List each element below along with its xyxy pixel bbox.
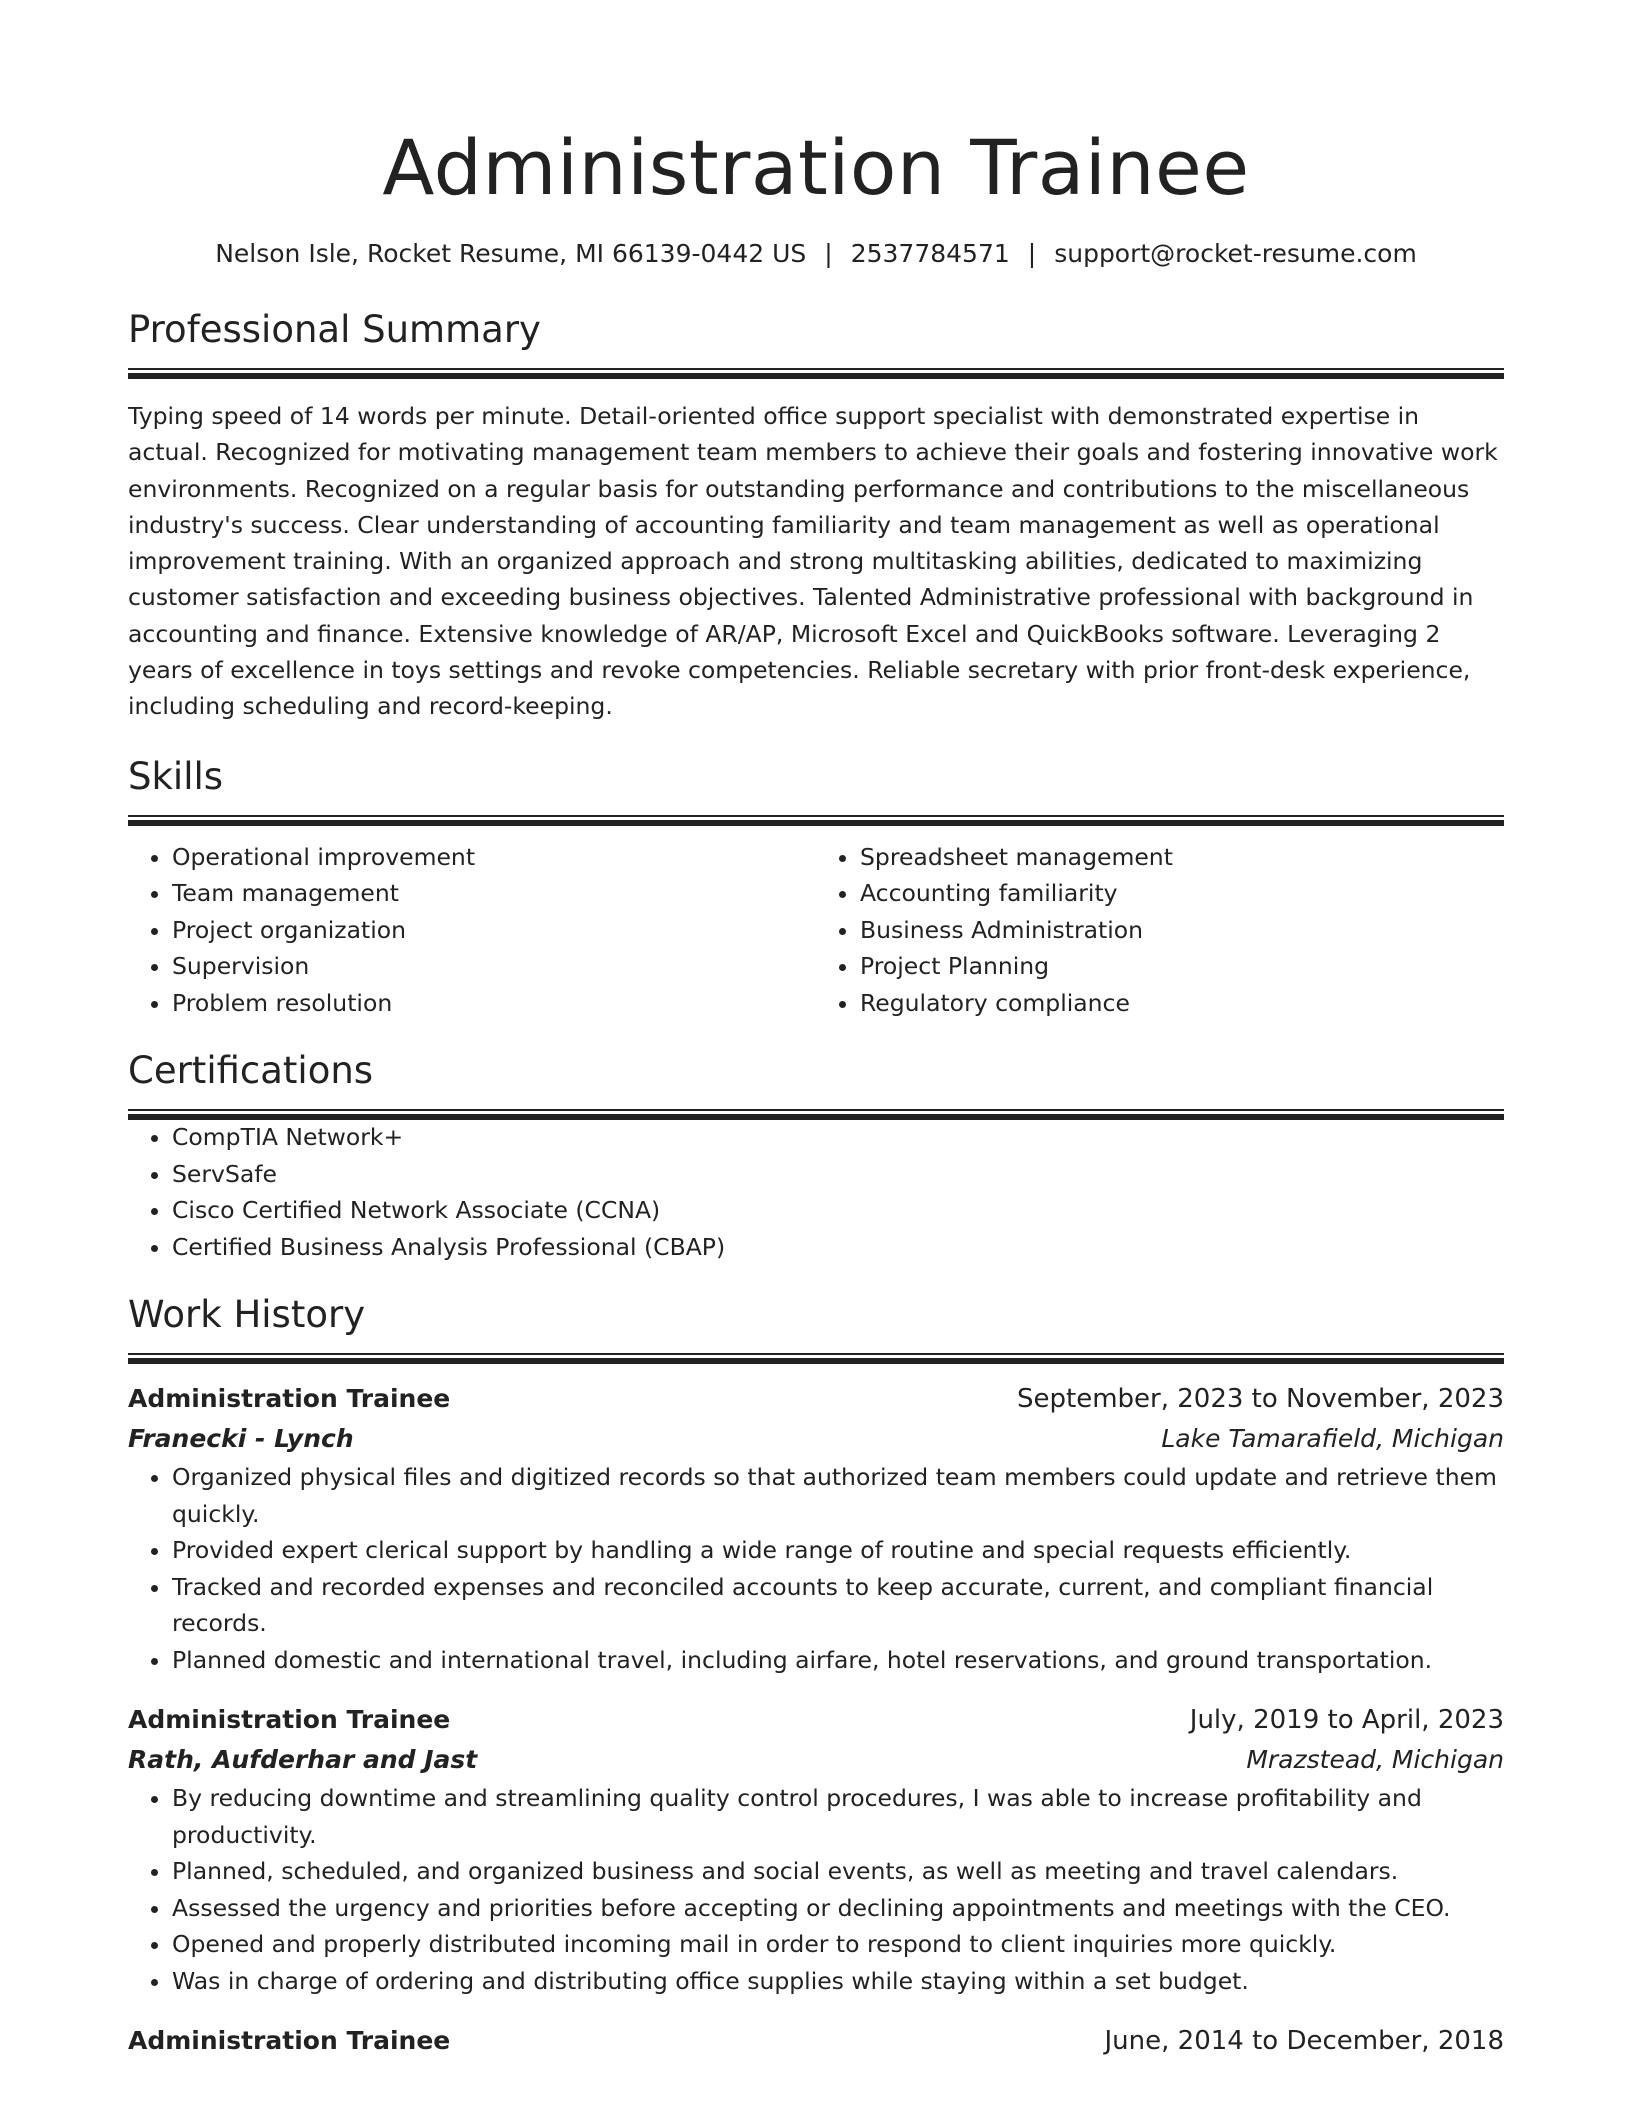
skill-item: • Supervision [172, 948, 816, 985]
job-company: Franecki - Lynch [128, 1424, 354, 1454]
job-location: Lake Tamarafield, Michigan [1161, 1424, 1504, 1454]
skills-list-right [816, 839, 1504, 1022]
job-duty-item: • Planned, scheduled, and organized business and social events, as well as meeting and travel calendars. [172, 1853, 1504, 1890]
resume-page [128, 0, 1504, 2061]
summary-section [128, 306, 1504, 725]
skill-item: • Spreadsheet management [860, 839, 1504, 876]
email-link[interactable]: support@rocket-resume.com [1054, 239, 1417, 268]
certification-item: • Cisco Certified Network Associate (CCNA) [172, 1192, 1504, 1229]
job-duty-item: • By reducing downtime and streamlining quality control procedures, I was able to increase profitability and productivity. [172, 1780, 1504, 1853]
skill-item: • Accounting familiarity [860, 875, 1504, 912]
certifications-section [128, 1047, 1504, 1265]
job-title: Administration Trainee [128, 2026, 451, 2056]
job-duty-item: • Organized physical files and digitized records so that authorized team members could update and retrieve them quickly. [172, 1459, 1504, 1532]
section-divider [128, 815, 1504, 825]
skill-item: • Operational improvement [172, 839, 816, 876]
job-duty-item: • Tracked and recorded expenses and reconciled accounts to keep accurate, current, and compliant financial records. [172, 1569, 1504, 1642]
job-duties-list [128, 1780, 1504, 1999]
job-location: Mrazstead, Michigan [1246, 1745, 1504, 1775]
resume-title: Administration Trainee [382, 123, 1250, 212]
skills-list-left [128, 839, 816, 1022]
section-heading-skills: Skills [128, 754, 224, 798]
job-duties-list [128, 1459, 1504, 1678]
phone-text: 2537784571 [850, 239, 1010, 268]
contact-separator: | [824, 239, 833, 268]
job-entry [128, 2021, 1504, 2061]
job-dates: June, 2014 to December, 2018 [1104, 2026, 1504, 2057]
certifications-list [128, 1119, 1504, 1265]
section-divider [128, 1109, 1504, 1119]
contact-line [128, 236, 1504, 272]
section-divider [128, 1353, 1504, 1363]
certification-item: • Certified Business Analysis Professional (CBAP) [172, 1229, 1504, 1266]
skill-item: • Project organization [172, 912, 816, 949]
certification-item: • ServSafe [172, 1156, 1504, 1193]
job-entry [128, 1700, 1504, 1999]
job-dates: September, 2023 to November, 2023 [1017, 1384, 1504, 1415]
certification-item: • CompTIA Network+ [172, 1119, 1504, 1156]
job-title: Administration Trainee [128, 1384, 451, 1414]
skills-grid [128, 839, 1504, 1022]
skill-item: • Business Administration [860, 912, 1504, 949]
job-duty-item: • Provided expert clerical support by handling a wide range of routine and special requests efficiently. [172, 1532, 1504, 1569]
section-heading-summary: Professional Summary [128, 308, 541, 351]
job-duty-item: • Was in charge of ordering and distributing office supplies while staying within a set budget. [172, 1963, 1504, 2000]
skill-item: • Team management [172, 875, 816, 912]
contact-separator: | [1027, 239, 1037, 268]
section-heading-work-history: Work History [128, 1293, 366, 1337]
skill-item: • Regulatory compliance [860, 985, 1504, 1022]
job-duty-item: • Planned domestic and international travel, including airfare, hotel reservations, and ground transportation. [172, 1642, 1504, 1679]
job-duty-item: • Assessed the urgency and priorities before accepting or declining appointments and meetings with the CEO. [172, 1890, 1504, 1927]
skill-item: • Problem resolution [172, 985, 816, 1022]
section-heading-certifications: Certifications [128, 1049, 374, 1093]
job-company: Rath, Aufderhar and Jast [128, 1745, 478, 1775]
job-dates: July, 2019 to April, 2023 [1189, 1705, 1504, 1736]
address-text: Nelson Isle, Rocket Resume, MI 66139-0442 US [215, 239, 807, 268]
job-entry [128, 1379, 1504, 1678]
summary-text: Typing speed of 14 words per minute. Detail-oriented office support specialist with demonstrated expertise in actual. Recognized for motivating management team members to achieve their goals and fostering innovative work environments. Recognized on a regular basis for outstanding performance and contributions to the miscellaneous industry's success. Clear understanding of accounting familiarity and team management as well as operational improvement training. With an organized approach and strong multitasking abilities, dedicated to maximizing customer satisfaction and exceeding business objectives. Talented Administrative professional with background in accounting and finance. Extensive knowledge of AR/AP, Microsoft Excel and QuickBooks software. Leveraging 2 years of excellence in toys settings and revoke competencies. Reliable secretary with prior front-desk experience, including scheduling and record-keeping. [128, 402, 1498, 721]
job-duty-item: • Opened and properly distributed incoming mail in order to respond to client inquiries more quickly. [172, 1926, 1504, 1963]
work-history-section [128, 1291, 1504, 2061]
skills-section [128, 753, 1504, 1022]
job-title: Administration Trainee [128, 1705, 451, 1735]
skill-item: • Project Planning [860, 948, 1504, 985]
section-divider [128, 368, 1504, 378]
